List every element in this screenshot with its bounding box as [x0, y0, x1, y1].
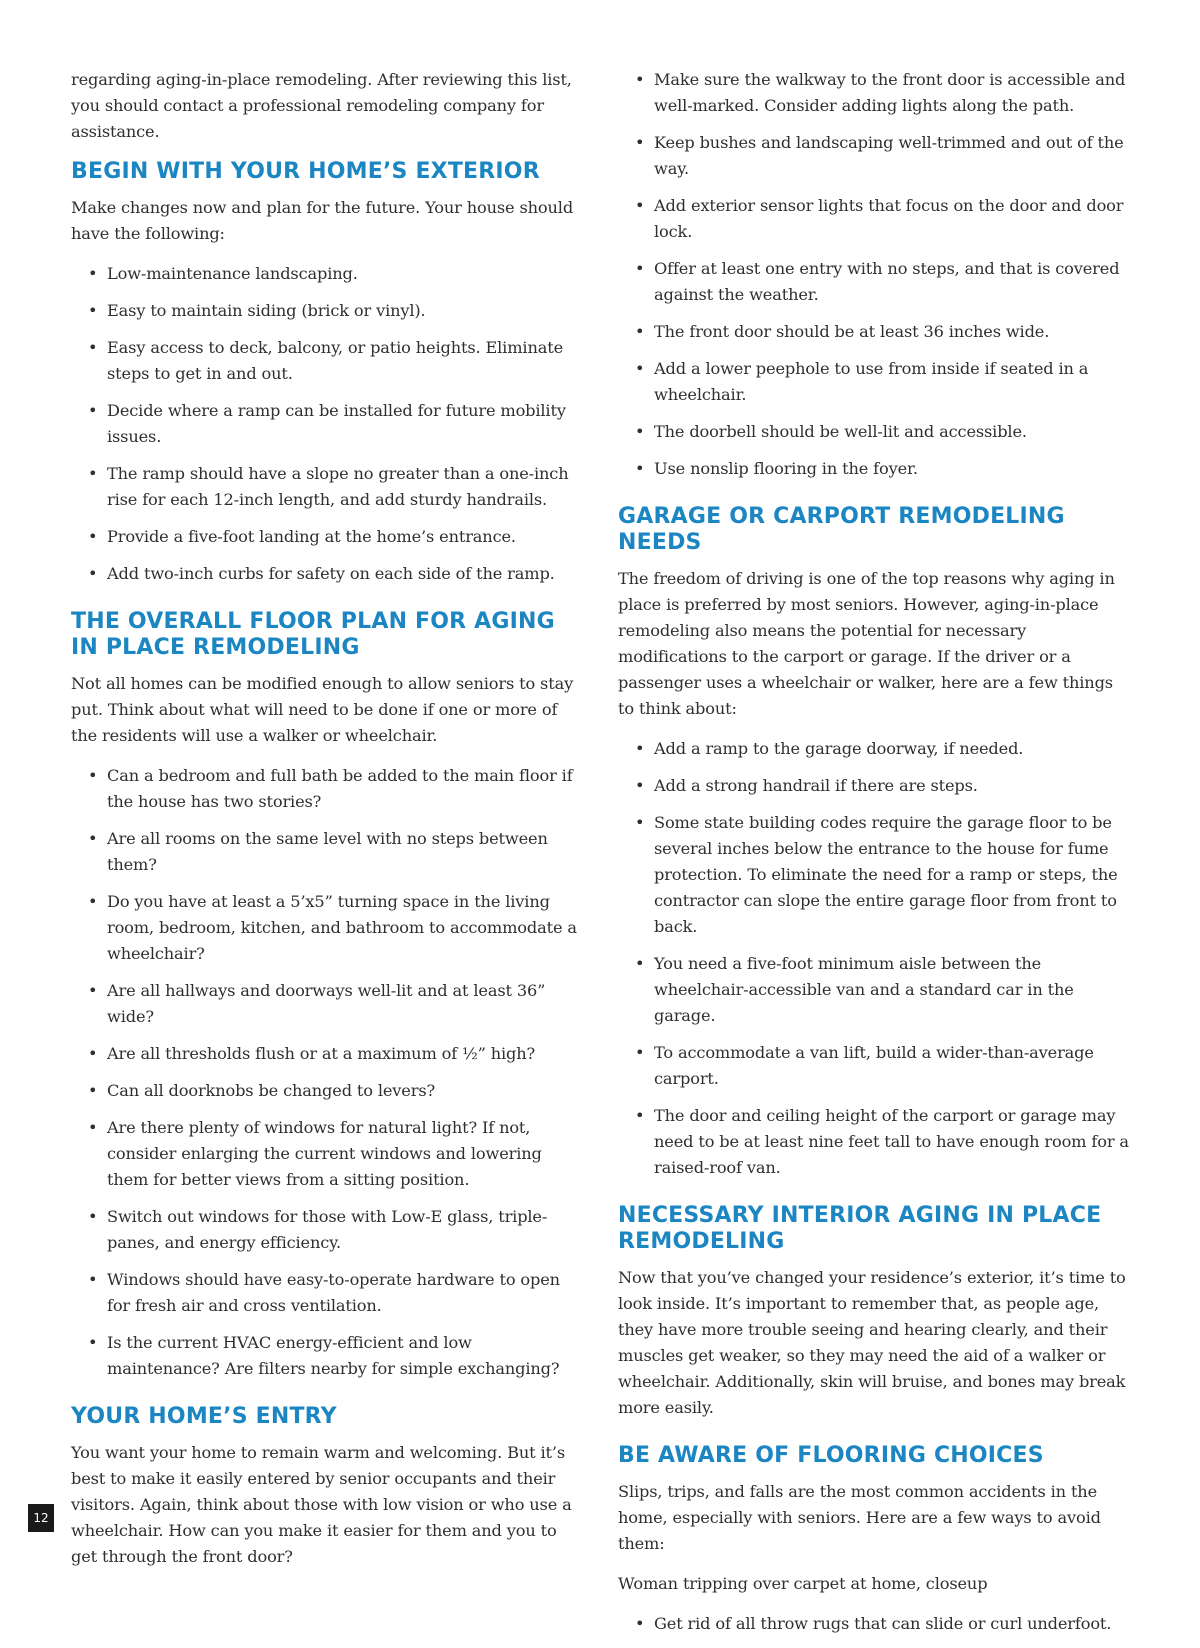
page-number-badge: 12: [28, 1504, 54, 1532]
flooring-list: [618, 1611, 1130, 1637]
exterior-heading: BEGIN WITH YOUR HOME’S EXTERIOR: [71, 159, 540, 184]
list-item: • Add a ramp to the garage doorway, if needed.: [654, 736, 1130, 762]
list-item: • Add exterior sensor lights that focus on the door and door lock.: [654, 193, 1130, 245]
list-item: • You need a five-foot minimum aisle between the wheelchair-accessible van and a standard car in the garage.: [654, 951, 1130, 1029]
floorplan-list: [71, 763, 583, 1382]
exterior-list: [71, 261, 583, 587]
list-item: • Are all hallways and doorways well-lit and at least 36” wide?: [107, 978, 583, 1030]
list-item: • Get rid of all throw rugs that can slide or curl underfoot.: [654, 1611, 1130, 1637]
list-item: • Easy access to deck, balcony, or patio heights. Eliminate steps to get in and out.: [107, 335, 583, 387]
right-column: [618, 67, 1130, 1648]
list-item: • Add a strong handrail if there are steps.: [654, 773, 1130, 799]
list-item: • Low-maintenance landscaping.: [107, 261, 583, 287]
list-item: • The front door should be at least 36 inches wide.: [654, 319, 1130, 345]
entry-heading: YOUR HOME’S ENTRY: [71, 1404, 337, 1429]
list-item: • Are there plenty of windows for natural light? If not, consider enlarging the current windows and lowering them for better views from a sitting position.: [107, 1115, 583, 1193]
list-item: • Are all thresholds flush or at a maximum of ½” high?: [107, 1041, 583, 1067]
list-item: • The door and ceiling height of the carport or garage may need to be at least nine feet tall to have enough room for a raised-roof van.: [654, 1103, 1130, 1181]
list-item: • Switch out windows for those with Low-E glass, triple-panes, and energy efficiency.: [107, 1204, 583, 1256]
exterior-paragraph: Make changes now and plan for the future. Your house should have the following:: [71, 198, 574, 243]
list-item: • The doorbell should be well-lit and accessible.: [654, 419, 1130, 445]
image-caption: Woman tripping over carpet at home, closeup: [618, 1574, 988, 1593]
list-item: • Windows should have easy-to-operate hardware to open for fresh air and cross ventilation.: [107, 1267, 583, 1319]
intro-paragraph: regarding aging-in-place remodeling. After reviewing this list, you should contact a professional remodeling company for assistance.: [71, 70, 572, 141]
list-item: • Make sure the walkway to the front door is accessible and well-marked. Consider adding lights along the path.: [654, 67, 1130, 119]
list-item: • Add a lower peephole to use from inside if seated in a wheelchair.: [654, 356, 1130, 408]
entry-paragraph: You want your home to remain warm and welcoming. But it’s best to make it easily entered by senior occupants and their visitors. Again, think about those with low vision or who use a wheelchair. How can you make it easier for them and you to get through the front door?: [71, 1443, 572, 1566]
list-item: • Use nonslip flooring in the foyer.: [654, 456, 1130, 482]
list-item: • Provide a five-foot landing at the home’s entrance.: [107, 524, 583, 550]
garage-paragraph: The freedom of driving is one of the top reasons why aging in place is preferred by most seniors. However, aging-in-place remodeling also means the potential for necessary modifications to the carport or garage. If the driver or a passenger uses a wheelchair or walker, here are a few things to think about:: [618, 569, 1115, 718]
left-column: [71, 67, 583, 1584]
list-item: • Is the current HVAC energy-efficient and low maintenance? Are filters nearby for simple exchanging?: [107, 1330, 583, 1382]
list-item: • Can a bedroom and full bath be added to the main floor if the house has two stories?: [107, 763, 583, 815]
list-item: • Do you have at least a 5’x5” turning space in the living room, bedroom, kitchen, and bathroom to accommodate a wheelchair?: [107, 889, 583, 967]
list-item: • Keep bushes and landscaping well-trimmed and out of the way.: [654, 130, 1130, 182]
interior-paragraph: Now that you’ve changed your residence’s exterior, it’s time to look inside. It’s important to remember that, as people age, they have more trouble seeing and hearing clearly, and their muscles get weaker, so they may need the aid of a walker or wheelchair. Additionally, skin will bruise, and bones may break more easily.: [618, 1268, 1126, 1417]
garage-list: [618, 736, 1130, 1181]
list-item: • Decide where a ramp can be installed for future mobility issues.: [107, 398, 583, 450]
interior-heading: NECESSARY INTERIOR AGING IN PLACE REMODELING: [618, 1203, 1102, 1254]
list-item: • Offer at least one entry with no steps, and that is covered against the weather.: [654, 256, 1130, 308]
list-item: • Easy to maintain siding (brick or vinyl).: [107, 298, 583, 324]
floorplan-heading: THE OVERALL FLOOR PLAN FOR AGING IN PLACE REMODELING: [71, 609, 555, 660]
list-item: • Add two-inch curbs for safety on each side of the ramp.: [107, 561, 583, 587]
list-item: • The ramp should have a slope no greater than a one-inch rise for each 12-inch length, and add sturdy handrails.: [107, 461, 583, 513]
garage-heading: GARAGE OR CARPORT REMODELING NEEDS: [618, 504, 1065, 555]
list-item: • To accommodate a van lift, build a wider-than-average carport.: [654, 1040, 1130, 1092]
flooring-heading: BE AWARE OF FLOORING CHOICES: [618, 1443, 1044, 1468]
list-item: • Some state building codes require the garage floor to be several inches below the entrance to the house for fume protection. To eliminate the need for a ramp or steps, the contractor can slope the entire garage floor from front to back.: [654, 810, 1130, 940]
list-item: • Can all doorknobs be changed to levers?: [107, 1078, 583, 1104]
flooring-paragraph: Slips, trips, and falls are the most common accidents in the home, especially with seniors. Here are a few ways to avoid them:: [618, 1482, 1101, 1553]
floorplan-paragraph: Not all homes can be modified enough to allow seniors to stay put. Think about what will need to be done if one or more of the residents will use a walker or wheelchair.: [71, 674, 574, 745]
entry-list: [618, 67, 1130, 482]
list-item: • Are all rooms on the same level with no steps between them?: [107, 826, 583, 878]
